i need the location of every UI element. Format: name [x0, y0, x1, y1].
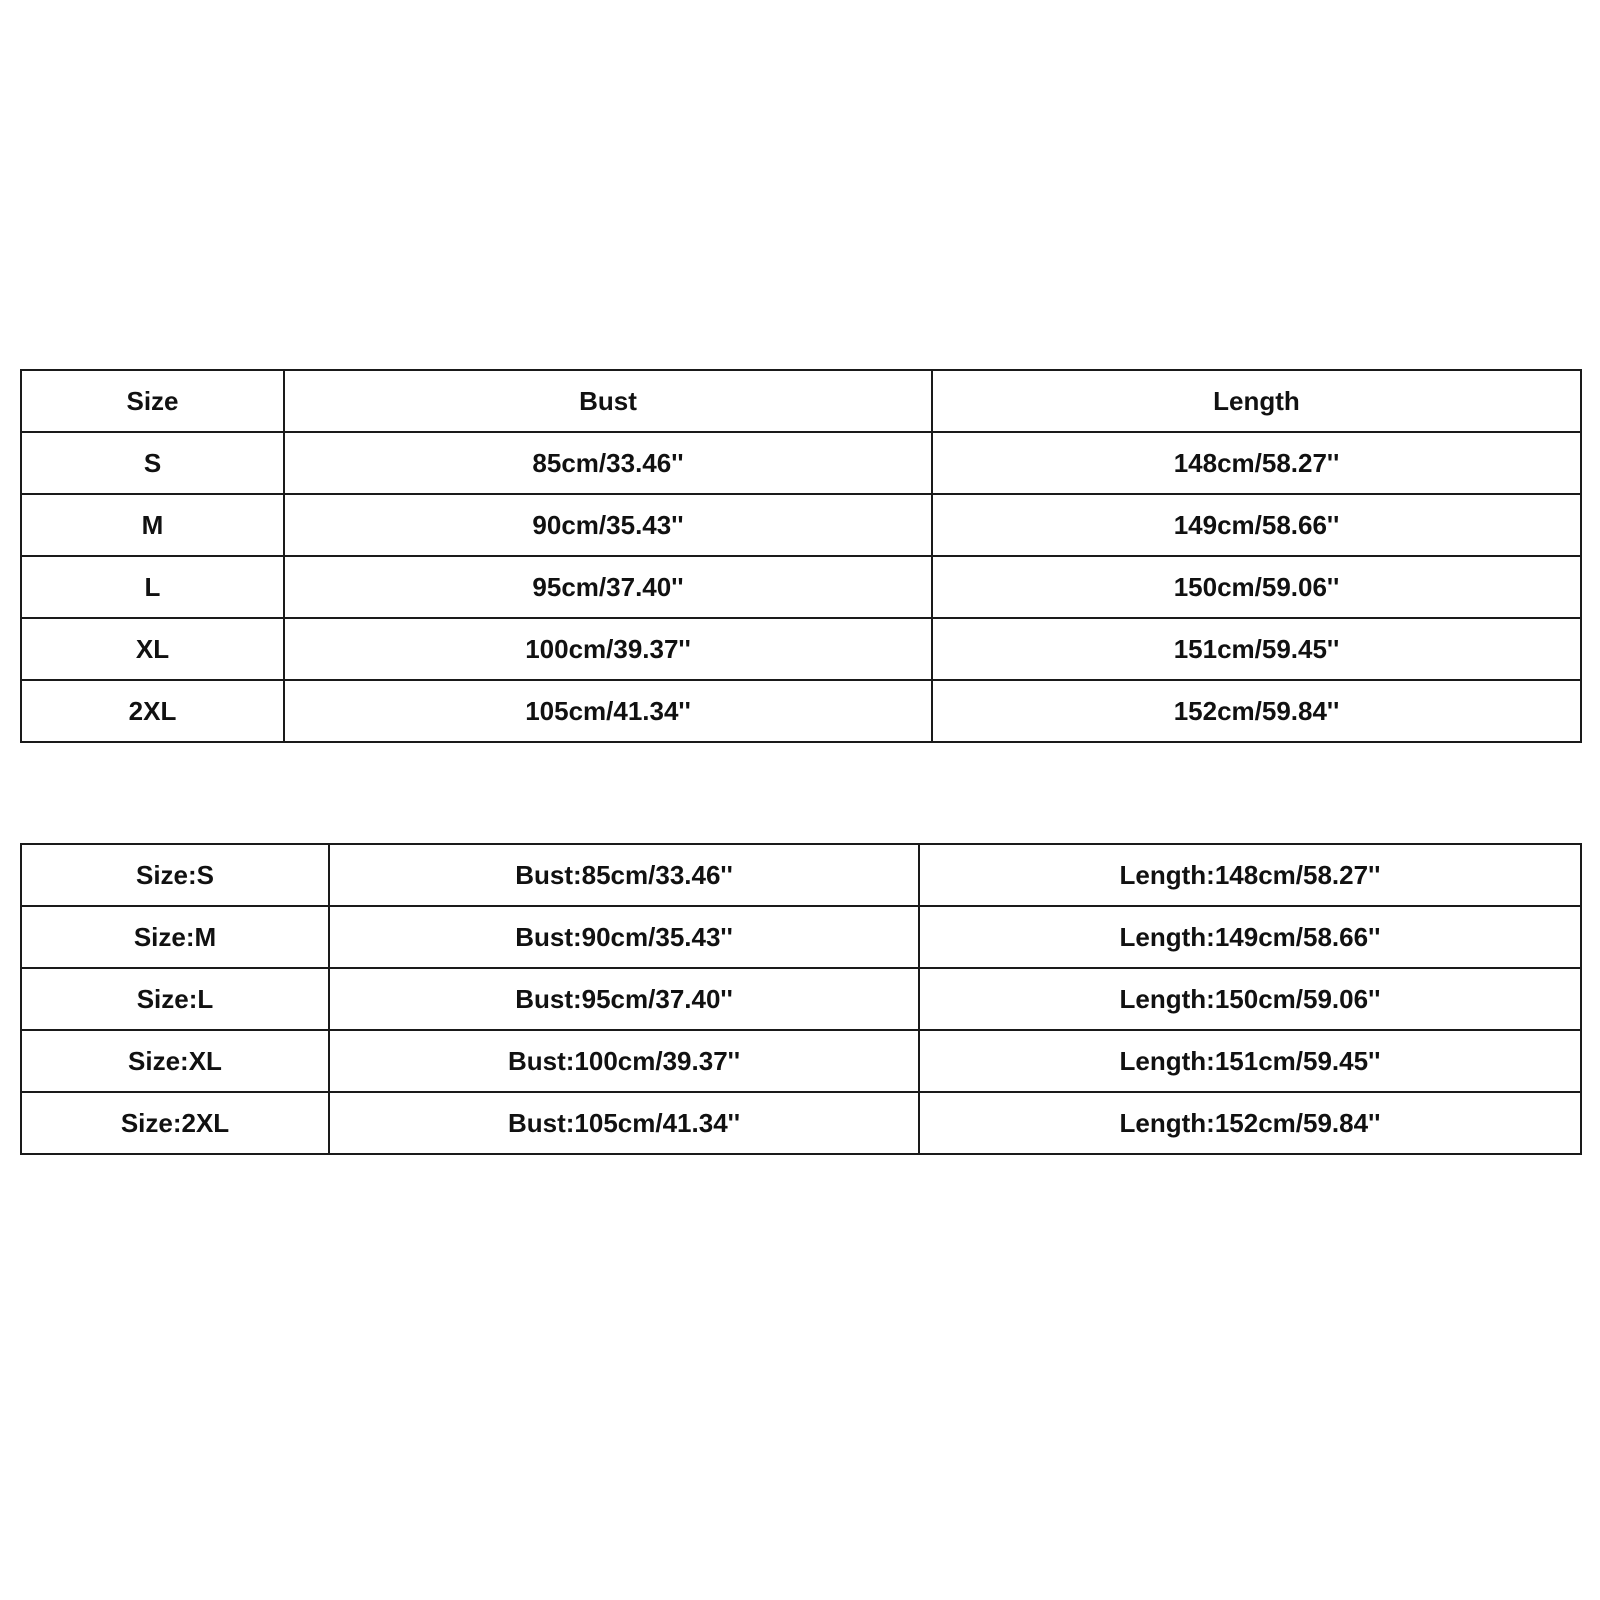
table-row: [21, 618, 1581, 680]
cell-bust: 100cm/39.37'': [284, 618, 932, 680]
cell-length: Length:150cm/59.06'': [919, 968, 1581, 1030]
cell-bust: 105cm/41.34'': [284, 680, 932, 742]
table-row: [21, 432, 1581, 494]
cell-size: XL: [21, 618, 284, 680]
cell-bust: Bust:105cm/41.34'': [329, 1092, 919, 1154]
table-row: [21, 680, 1581, 742]
cell-bust: Bust:85cm/33.46'': [329, 844, 919, 906]
cell-size: Size:L: [21, 968, 329, 1030]
table-row: [21, 494, 1581, 556]
cell-length: 152cm/59.84'': [932, 680, 1581, 742]
cell-length: Length:152cm/59.84'': [919, 1092, 1581, 1154]
table-row: [21, 906, 1581, 968]
cell-bust: Bust:100cm/39.37'': [329, 1030, 919, 1092]
cell-size: 2XL: [21, 680, 284, 742]
cell-length: Length:149cm/58.66'': [919, 906, 1581, 968]
cell-size: L: [21, 556, 284, 618]
header-length: Length: [932, 370, 1581, 432]
cell-size: M: [21, 494, 284, 556]
cell-bust: 95cm/37.40'': [284, 556, 932, 618]
cell-bust: 90cm/35.43'': [284, 494, 932, 556]
table-row: [21, 844, 1581, 906]
cell-size: Size:S: [21, 844, 329, 906]
cell-length: Length:148cm/58.27'': [919, 844, 1581, 906]
header-size: Size: [21, 370, 284, 432]
cell-size: Size:XL: [21, 1030, 329, 1092]
table-row: [21, 556, 1581, 618]
table-row: [21, 1030, 1581, 1092]
cell-length: 149cm/58.66'': [932, 494, 1581, 556]
header-bust: Bust: [284, 370, 932, 432]
cell-bust: 85cm/33.46'': [284, 432, 932, 494]
cell-size: Size:2XL: [21, 1092, 329, 1154]
table-row: [21, 1092, 1581, 1154]
size-detail-table: [20, 843, 1582, 1155]
cell-length: 151cm/59.45'': [932, 618, 1581, 680]
table-header-row: [21, 370, 1581, 432]
table-row: [21, 968, 1581, 1030]
cell-length: 150cm/59.06'': [932, 556, 1581, 618]
cell-size: S: [21, 432, 284, 494]
cell-bust: Bust:95cm/37.40'': [329, 968, 919, 1030]
cell-length: 148cm/58.27'': [932, 432, 1581, 494]
cell-length: Length:151cm/59.45'': [919, 1030, 1581, 1092]
size-chart-table: [20, 369, 1582, 743]
cell-bust: Bust:90cm/35.43'': [329, 906, 919, 968]
cell-size: Size:M: [21, 906, 329, 968]
